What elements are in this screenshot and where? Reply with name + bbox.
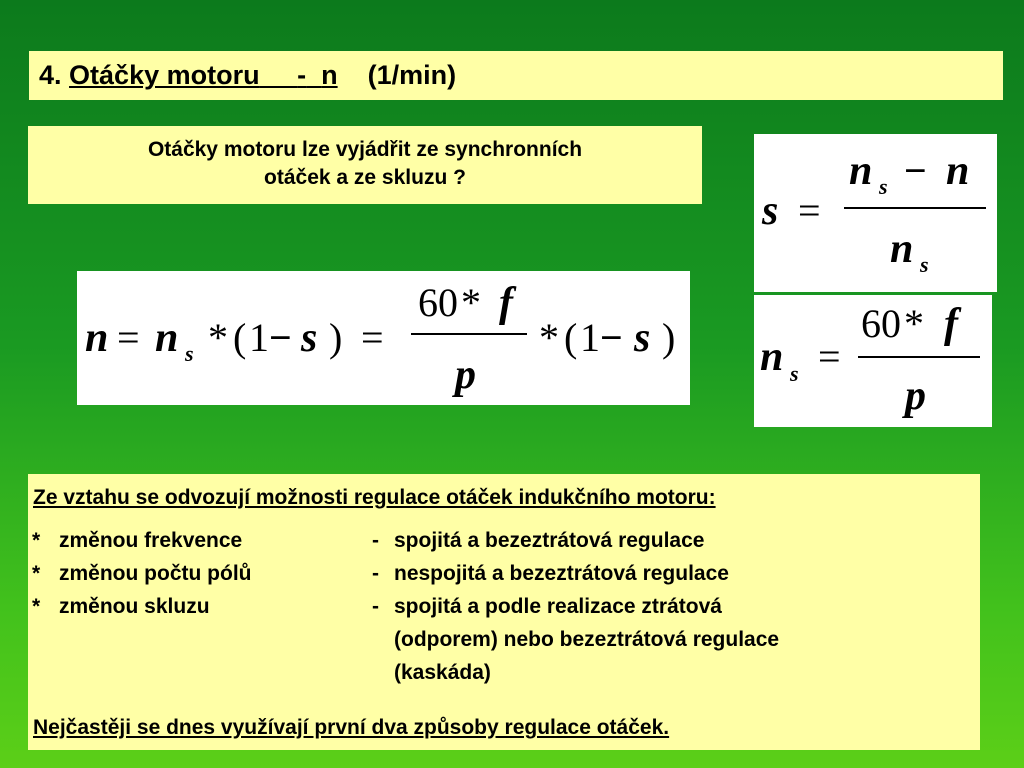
method-desc-slip-line2: (odporem) nebo bezeztrátová regulace xyxy=(394,628,780,651)
page-title xyxy=(39,60,456,91)
regulation-methods-box xyxy=(28,474,980,750)
eq-slip-den-sub: s xyxy=(920,252,929,277)
eq-main-lhs: n xyxy=(85,315,109,361)
eq-ns-f: f xyxy=(944,301,958,347)
synchronous-speed-svg xyxy=(754,295,992,427)
title-unit: (1/min) xyxy=(367,60,457,90)
title-symbol: n xyxy=(321,60,338,90)
eq-main-paren-close1: ) xyxy=(329,315,343,360)
methods-heading: Ze vztahu se odvozují možnosti regulace otáček indukčního motoru: xyxy=(33,486,716,509)
eq-ns-times: * xyxy=(904,301,924,346)
eq-main-equals: = xyxy=(117,315,140,360)
eq-main-ns: n xyxy=(155,315,179,361)
method-bullet: * xyxy=(32,529,41,552)
title-name: Otáčky motoru xyxy=(69,60,260,90)
question-box xyxy=(28,126,702,204)
method-bullet: * xyxy=(32,562,41,585)
method-name-slip: změnou skluzu xyxy=(59,595,210,618)
eq-main-one2: 1 xyxy=(580,315,600,360)
eq-main-s1: s xyxy=(301,315,318,361)
eq-main-ns-sub: s xyxy=(185,341,194,366)
eq-slip-num-sub: s xyxy=(879,174,888,199)
question-text: Otáčky motoru lze vyjádřit ze synchronních otáček a ze skluzu ? xyxy=(147,138,583,189)
eq-main-times2: * xyxy=(539,315,559,360)
synchronous-speed-equation xyxy=(754,295,992,427)
method-desc-frequency: spojitá a bezeztrátová regulace xyxy=(394,529,705,552)
eq-main-times-num: * xyxy=(461,280,481,325)
eq-main-paren-open1: ( xyxy=(233,315,247,360)
eq-main-paren-close2: ) xyxy=(662,315,676,360)
eq-main-paren-open2: ( xyxy=(564,315,578,360)
method-desc-slip-line3: (kaskáda) xyxy=(394,661,491,684)
eq-main-numerator: 60 xyxy=(418,280,458,325)
eq-main-minus1: − xyxy=(269,315,292,360)
main-equation-svg xyxy=(77,271,690,405)
slip-equation xyxy=(754,134,997,292)
method-name-frequency: změnou frekvence xyxy=(59,529,243,552)
eq-ns-numerator: 60 xyxy=(861,301,901,346)
eq-slip-num-n: n xyxy=(849,148,873,194)
method-dash: - xyxy=(372,529,379,552)
eq-slip-num-n2: n xyxy=(946,148,970,194)
eq-ns-denominator: p xyxy=(905,373,926,419)
method-dash: - xyxy=(372,562,379,585)
eq-slip-minus: − xyxy=(904,148,927,193)
eq-main-minus2: − xyxy=(600,315,623,360)
title-number: 4. xyxy=(39,60,62,90)
method-desc-slip-line1: spojitá a podle realizace ztrátová xyxy=(394,595,722,618)
title-underlined xyxy=(69,60,338,90)
methods-footer: Nejčastěji se dnes využívají první dva způsoby regulace otáček. xyxy=(33,716,670,739)
eq-slip-lhs: s xyxy=(762,188,779,234)
method-bullet: * xyxy=(32,595,41,618)
eq-ns-lhs-sub: s xyxy=(790,361,799,386)
eq-main-denominator: p xyxy=(455,352,476,398)
main-equation xyxy=(77,271,690,405)
title-box xyxy=(29,51,1003,100)
eq-main-f: f xyxy=(499,280,513,326)
title-dash: - xyxy=(297,60,307,90)
eq-slip-den-n: n xyxy=(890,226,914,272)
eq-ns-equals: = xyxy=(818,334,841,379)
method-desc-poles: nespojitá a bezeztrátová regulace xyxy=(394,562,729,585)
eq-main-times1: * xyxy=(208,315,228,360)
eq-main-equals2: = xyxy=(361,315,384,360)
eq-main-one1: 1 xyxy=(249,315,269,360)
slip-equation-svg xyxy=(754,134,997,292)
eq-slip-equals: = xyxy=(798,188,821,233)
method-name-poles: změnou počtu pólů xyxy=(59,562,252,585)
method-dash: - xyxy=(372,595,379,618)
eq-main-s2: s xyxy=(634,315,651,361)
eq-ns-lhs: n xyxy=(760,334,784,380)
